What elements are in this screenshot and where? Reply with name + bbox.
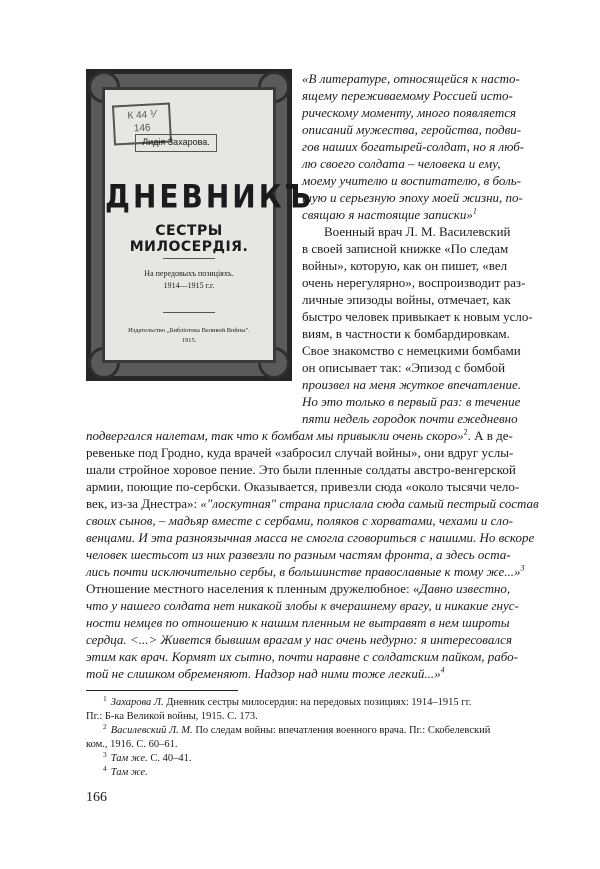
- body-line: Военный врач Л. М. Василевский: [324, 224, 511, 239]
- body-line: [86, 427, 513, 444]
- quote-line: рическому моменту, много появляется: [302, 105, 517, 120]
- footnote-ref: 1: [472, 206, 477, 216]
- body-line: своих сынов, – мадьяр вместе с сербами, поляков с хорватами, чехами и сло-: [86, 513, 514, 528]
- body-line: он описывает так: «Эпизод с бомбой: [302, 360, 506, 375]
- footnote-author: Там же.: [110, 753, 148, 764]
- footnote-author: Захарова Л.: [110, 697, 164, 708]
- body-line: что у нашего солдата нет никакой злобы к вчерашнему врагу, и никакие гнус-: [86, 598, 519, 613]
- footnote-number: 1: [103, 693, 107, 703]
- cover-subtitle: СЕСТРЫ МИЛОСЕРДІЯ.: [129, 223, 249, 255]
- quote-line: моему учителю и воспитателю, в боль-: [302, 173, 522, 188]
- quote-line: [302, 206, 477, 223]
- body-line: [86, 665, 445, 682]
- footnote-text: По следам войны: впечатления военного врача. Пг.: Скобелевский: [192, 725, 491, 736]
- body-line: этим как врач. Кормят их сытно, почти наравне с солдатским пайком, рабо-: [86, 649, 518, 664]
- footnote-divider: [86, 690, 238, 691]
- body-line: произвел на меня жуткое впечатление.: [302, 377, 522, 392]
- footnote: ком., 1916. С. 60–61.: [86, 739, 178, 750]
- body-line: войны», которую, как он пишет, «вел: [302, 258, 508, 273]
- body-text: «"лоскутная" страна прислала сюда самый пестрый состав: [200, 496, 539, 511]
- cover-rule: [163, 312, 215, 313]
- quote-line: описаний мужества, геройства, подви-: [302, 122, 522, 137]
- cover-series: [105, 268, 273, 292]
- quote-line: «В литературе, относящейся к насто-: [302, 71, 520, 86]
- cover-publisher-text: Издательство „Библіотека Великой Войны".: [128, 327, 250, 334]
- footnote: [103, 763, 148, 780]
- footnote-number: 3: [103, 749, 107, 759]
- body-text: подвергался налетам, так что к бомбам мы привыкли очень скоро»: [86, 428, 464, 443]
- quote-line: гов наших богатырей-солдат, но я люб-: [302, 139, 525, 154]
- body-line: [86, 580, 510, 597]
- body-line: личные эпизоды войны, отмечает, как: [302, 292, 511, 307]
- cover-years: 1914—1915 г.г.: [163, 281, 215, 290]
- body-line: венцами. И эта разноязычная масса не смогла сговориться с нашими. Но вскоре: [86, 530, 535, 545]
- cover-pub-year: 1915.: [181, 337, 197, 344]
- book-cover-figure: [86, 69, 314, 381]
- footnote-text: С. 40–41.: [147, 753, 192, 764]
- footnote: [103, 749, 192, 766]
- body-line: [86, 495, 539, 512]
- page-number: 166: [86, 790, 107, 805]
- quote-line: лю своего солдата – человека и ему,: [302, 156, 501, 171]
- footnote-text: Дневник сестры милосердия: на передовых позициях: 1914–1915 гг.: [163, 697, 472, 708]
- body-text: век, из-за Днестра»:: [86, 496, 201, 511]
- body-line: [86, 563, 524, 580]
- body-line: шали стройное хоровое пение. Это были пленные солдаты австро-венгерской: [86, 462, 516, 477]
- body-text: Давно известно,: [419, 581, 511, 596]
- body-line: Но это только в первый раз: в течение: [302, 394, 521, 409]
- cover-author: Лидія Захарова.: [135, 134, 217, 152]
- body-text: Отношение местного населения к пленным дружелюбное: «: [86, 581, 420, 596]
- footnote-ref: 2: [463, 427, 468, 437]
- footnote: Пг.: Б-ка Великой войны, 1915. С. 173.: [86, 711, 258, 722]
- quote-line: ящему переживаемому Россией исто-: [302, 88, 513, 103]
- body-line: человек шестьсот из них развезли по разным частям фронта, а здесь оста-: [86, 547, 511, 562]
- stamp-text: К 44 ⅟: [127, 109, 156, 122]
- cover-series-text: На передовыхъ позиціяхъ.: [144, 269, 234, 278]
- cover-rule: [163, 258, 215, 259]
- body-line: в своей записной книжке «По следам: [302, 241, 509, 256]
- footnote-number: 4: [103, 763, 107, 773]
- body-line: пяти недель городок почти ежедневно: [302, 411, 518, 426]
- footnote-author: Там же.: [110, 767, 148, 778]
- footnote-author: Василевский Л. М.: [110, 725, 193, 736]
- footnote-number: 2: [103, 721, 107, 731]
- quote-line: шую и серьезную эпоху моей жизни, по-: [302, 190, 523, 205]
- cover-publisher: [105, 326, 273, 346]
- body-line: сердца. <...> Живется бывшим врагам у нас очень недурно: я интересовался: [86, 632, 512, 647]
- body-line: очень нерегулярно», воспроизводит раз-: [302, 275, 526, 290]
- body-line: Свое знакомство с немецкими бомбами: [302, 343, 521, 358]
- body-line: ности немцев по отношению к нашим пленным не вытравят в нем широты: [86, 615, 510, 630]
- footnote: [103, 693, 472, 710]
- footnote-ref: 4: [440, 665, 445, 675]
- body-line: ревеньке под Гродно, куда врачей «забросил случай войны», они вдруг услы-: [86, 445, 514, 460]
- cover-paper: [102, 87, 314, 363]
- stamp-text: 146: [133, 122, 151, 135]
- body-text: той не слишком обременяют. Надзор над ними тоже легкий...»: [86, 666, 441, 681]
- body-line: виям, в частности к бомбардировкам.: [302, 326, 510, 341]
- cover-title: ДНЕВНИКЪ: [105, 177, 314, 216]
- body-text: . А в де-: [467, 428, 513, 443]
- body-line: армии, поющие по-сербски. Оказывается, привезли сюда «около тысячи чело-: [86, 479, 520, 494]
- quote-text: свящаю я настоящие записки»: [302, 207, 473, 222]
- footnote-ref: 3: [520, 563, 525, 573]
- footnote: [103, 721, 491, 738]
- body-text: лись почти исключительно сербы, в большинстве православные к тому же...»: [86, 564, 521, 579]
- body-line: быстро человек привыкает к новым усло-: [302, 309, 533, 324]
